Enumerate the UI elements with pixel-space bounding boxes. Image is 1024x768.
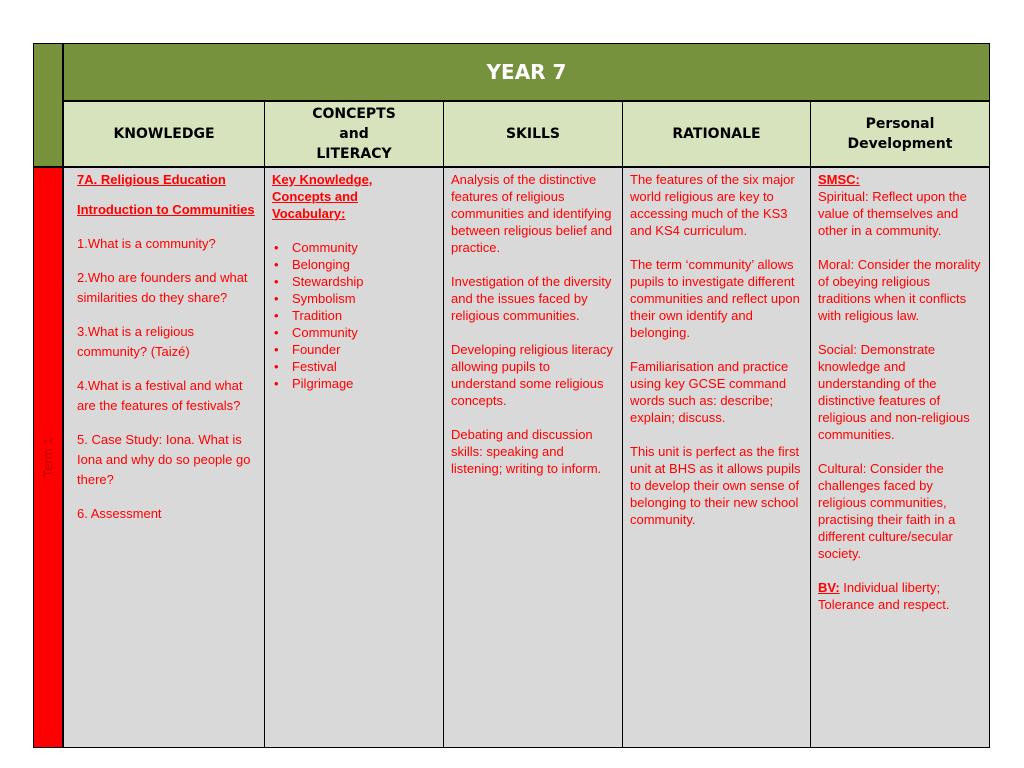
concepts-cell <box>264 167 444 748</box>
knowledge-item: 3.What is a religious community? (Taizé) <box>77 324 195 359</box>
knowledge-cell <box>63 167 265 748</box>
knowledge-item: 5. Case Study: Iona. What is Iona and why do so people go there? <box>77 432 251 487</box>
rationale-paragraph: This unit is perfect as the first unit at BHS as it allows pupils to develop their own sense of belonging to their new school community. <box>630 444 801 527</box>
vocab-item: • Symbolism <box>286 290 437 307</box>
vocab-item: • Tradition <box>286 307 437 324</box>
header-skills: SKILLS <box>443 101 623 167</box>
rationale-paragraph: The features of the six major world religious are key to accessing much of the KS3 and KS4 curriculum. <box>630 172 795 238</box>
skills-paragraph: Debating and discussion skills: speaking and listening; writing to inform. <box>451 427 602 476</box>
knowledge-item: 1.What is a community? <box>77 236 216 251</box>
smsc-label: SMSC: <box>818 172 860 187</box>
bv-label: BV: <box>818 580 840 595</box>
personal-cell <box>810 167 990 748</box>
vocab-item: • Community <box>286 239 437 256</box>
personal-paragraph: Cultural: Consider the challenges faced by religious communities, practising their faith in a different culture/secular society. <box>818 461 956 561</box>
corner-green-strip <box>33 43 63 167</box>
header-concepts: CONCEPTS and LITERACY <box>264 101 444 167</box>
skills-paragraph: Analysis of the distinctive features of religious communities and identifying between religious belief and practice. <box>451 172 613 255</box>
header-personal: Personal Development <box>810 101 990 167</box>
personal-paragraph: Moral: Consider the morality of obeying religious traditions when it conflicts with religious law. <box>818 257 981 323</box>
skills-cell <box>443 167 623 748</box>
term-label: Term 1 <box>40 437 56 478</box>
knowledge-item: 4.What is a festival and what are the features of festivals? <box>77 378 243 413</box>
rationale-cell <box>622 167 811 748</box>
vocab-list <box>272 239 437 392</box>
personal-paragraph: Spiritual: Reflect upon the value of themselves and other in a community. <box>818 189 967 238</box>
vocab-item: • Pilgrimage <box>286 375 437 392</box>
skills-paragraph: Investigation of the diversity and the issues faced by religious communities. <box>451 274 612 323</box>
vocab-item: • Belonging <box>286 256 437 273</box>
header-knowledge: KNOWLEDGE <box>63 101 265 167</box>
year-title: YEAR 7 <box>63 43 990 101</box>
knowledge-item: 6. Assessment <box>77 506 162 521</box>
bv-text: Individual liberty; Tolerance and respect. <box>818 580 950 612</box>
concepts-heading: Key Knowledge, Concepts and Vocabulary: <box>272 172 373 221</box>
vocab-item: • Community <box>286 324 437 341</box>
knowledge-heading: 7A. Religious Education <box>77 172 226 187</box>
rationale-paragraph: The term ‘community’ allows pupils to investigate different communities and reflect upon their own identify and belonging. <box>630 257 800 340</box>
vocab-item: • Festival <box>286 358 437 375</box>
bv-line <box>818 579 983 613</box>
header-rationale: RATIONALE <box>622 101 811 167</box>
skills-paragraph: Developing religious literacy allowing pupils to understand some religious concepts. <box>451 342 613 408</box>
vocab-item: • Stewardship <box>286 273 437 290</box>
vocab-item: • Founder <box>286 341 437 358</box>
knowledge-subheading: Introduction to Communities <box>77 202 255 217</box>
rationale-paragraph: Familiarisation and practice using key GCSE command words such as: describe; explain; discuss. <box>630 359 789 425</box>
personal-paragraph: Social: Demonstrate knowledge and understanding of the distinctive features of religious and non-religious communities. <box>818 342 970 442</box>
knowledge-item: 2.Who are founders and what similarities do they share? <box>77 270 248 305</box>
